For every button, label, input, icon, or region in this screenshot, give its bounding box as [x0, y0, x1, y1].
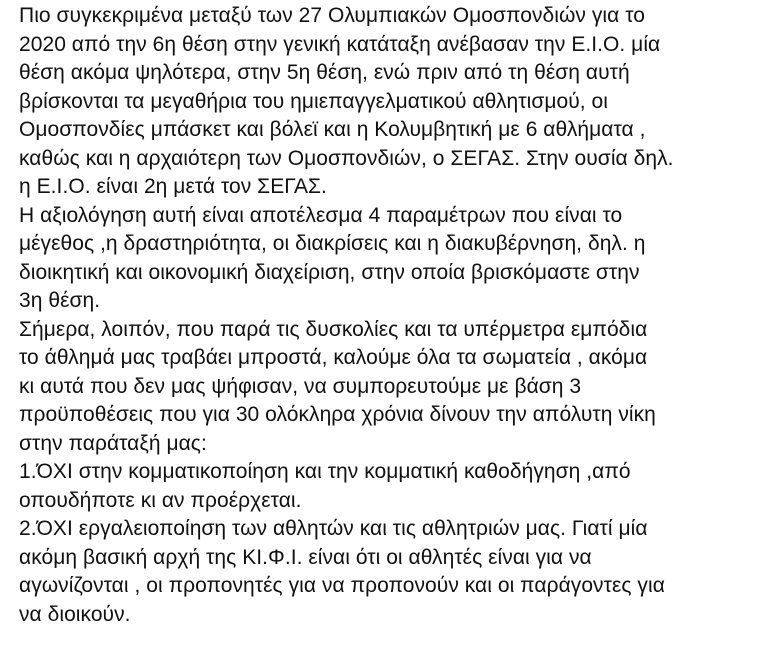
text-line: μέγεθος ,η δραστηριότητα, οι διακρίσεις και η διακυβέρνηση, δηλ. η [19, 232, 646, 255]
text-line: καθώς και η αρχαιότερη των Ομοσπονδιών, ο ΣΕΓΑΣ. Στην ουσία δηλ. [19, 146, 674, 170]
text-line: Ομοσπονδίες μπάσκετ και βόλεϊ και η Κολυμβητική με 6 αθλήματα , [19, 118, 646, 141]
text-line: Η αξιολόγηση αυτή είναι αποτέλεσμα 4 παραμέτρων που είναι το [19, 203, 623, 227]
text-line: προϋποθέσεις που για 30 ολόκληρα χρόνια δίνουν την απόλυτη νίκη [19, 403, 656, 426]
text-line: το άθλημά μας τραβάει μπροστά, καλούμε όλα τα σωματεία , ακόμα [19, 346, 648, 369]
text-line: αγωνίζονται , οι προπονητές για να προπονούν και οι παράγοντες για [19, 574, 665, 597]
text-line: ακόμη βασική αρχή της ΚΙ.Φ.Ι. είναι ότι οι αθλητές είναι για να [19, 545, 592, 569]
text-line: 2.ΌΧΙ εργαλειοποίηση των αθλητών και τις αθλητριών μας. Γιατί μία [19, 517, 648, 540]
text-line: η Ε.Ι.Ο. είναι 2η μετά τον ΣΕΓΑΣ. [19, 175, 327, 198]
text-line: βρίσκονται τα μεγαθήρια του ημιεπαγγελματικού αθλητισμού, οι [19, 89, 608, 113]
text-line: 1.ΌΧΙ στην κομματικοποίηση και την κομματική καθοδήγηση ,από [19, 460, 631, 483]
text-line: Σήμερα, λοιπόν, που παρά τις δυσκολίες και τα υπέρμετρα εμπόδια [19, 317, 648, 341]
text-line: 2020 από την 6η θέση στην γενική κατάταξη ανέβασαν την Ε.Ι.Ο. μία [19, 32, 661, 56]
text-line: στην παράταξή μας: [19, 431, 207, 455]
text-line: οπουδήποτε κι αν προέρχεται. [19, 488, 302, 512]
text-line: Πιο συγκεκριμένα μεταξύ των 27 Ολυμπιακών Ομοσπονδιών για το [19, 4, 645, 27]
text-line: θέση ακόμα ψηλότερα, στην 5η θέση, ενώ πριν από τη θέση αυτή [19, 61, 630, 84]
text-line: κι αυτά που δεν μας ψήφισαν, να συμπορευτούμε με βάση 3 [19, 374, 582, 398]
text-line: διοικητική και οικονομική διαχείριση, στην οποία βρισκόμαστε στην [19, 260, 640, 284]
text-line: να διοικούν. [19, 602, 131, 626]
text-line: 3η θέση. [19, 289, 101, 312]
